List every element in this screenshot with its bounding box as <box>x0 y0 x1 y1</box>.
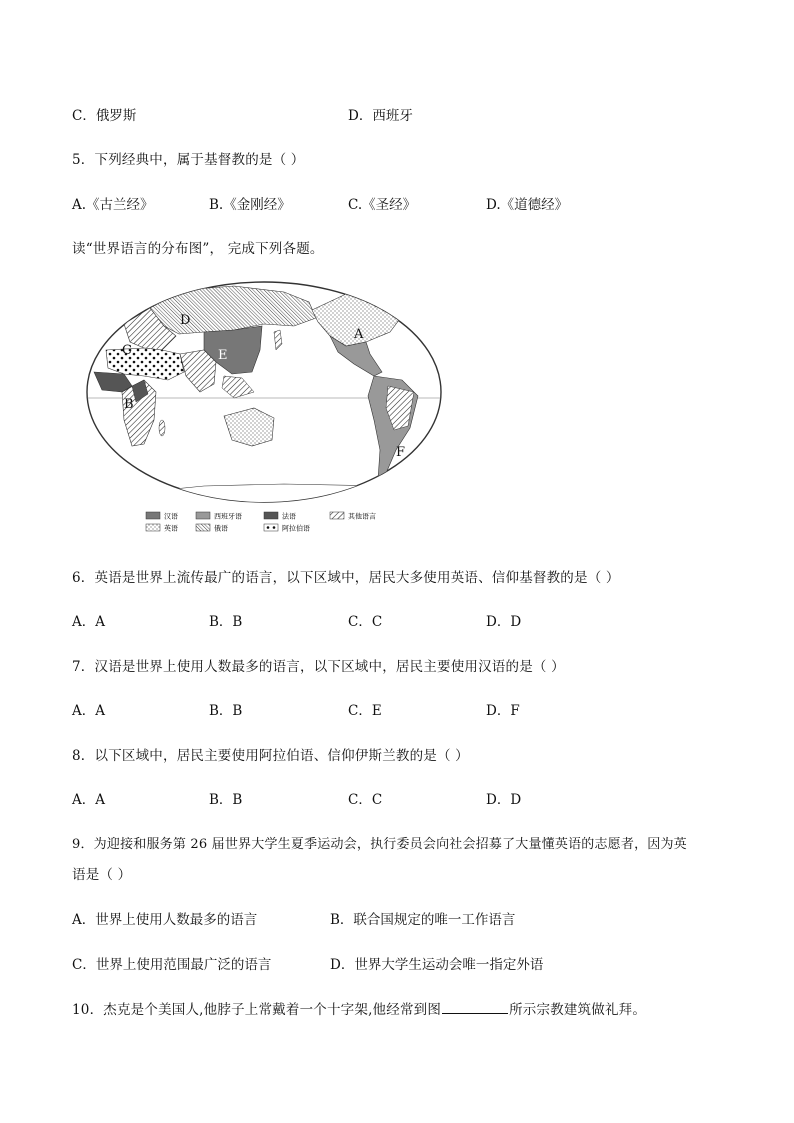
map-label-c: C <box>122 343 132 358</box>
legend-english: 英语 <box>164 524 178 533</box>
q4-option-c: C．俄罗斯 <box>72 108 137 124</box>
q9-stem-line1: 9．为迎接和服务第 26 届世界大学生夏季运动会，执行委员会向社会招募了大量懂英语的志愿者，因为英 <box>72 837 687 852</box>
q8-option-d: D．D <box>486 792 522 808</box>
q5-option-c: C.《圣经》 <box>348 197 417 213</box>
q9-stem-line2: 语是（ ） <box>72 867 132 883</box>
map-label-b: B <box>124 397 134 412</box>
map-label-f: F <box>396 445 406 460</box>
q6-option-a: A．A <box>72 614 105 630</box>
legend-russian: 俄语 <box>214 524 228 533</box>
q9-option-b: B．联合国规定的唯一工作语言 <box>330 912 516 928</box>
map-label-a: A <box>354 327 364 342</box>
world-language-map <box>84 280 444 540</box>
region-madagascar <box>159 420 165 436</box>
legend-chinese: 汉语 <box>164 512 178 521</box>
legend-other: 其他语言 <box>348 512 376 521</box>
q9-option-c: C．世界上使用范围最广泛的语言 <box>72 957 272 973</box>
q6-option-d: D．D <box>486 614 522 630</box>
q10-answer-blank[interactable] <box>442 1001 508 1014</box>
q7-stem: 7．汉语是世界上使用人数最多的语言，以下区域中，居民主要使用汉语的是（ ） <box>72 659 565 675</box>
q7-option-d: D．F <box>486 703 520 719</box>
q5-option-a: A.《古兰经》 <box>72 197 154 213</box>
map-legend <box>146 512 376 533</box>
q7-option-c: C．E <box>348 703 382 719</box>
q6-option-c: C．C <box>348 614 383 630</box>
q8-option-a: A．A <box>72 792 105 808</box>
map-label-d: D <box>180 313 191 328</box>
q10-stem-before: 10．杰克是个美国人,他脖子上常戴着一个十字架,他经常到图 <box>72 1002 442 1018</box>
legend-french: 法语 <box>282 512 296 521</box>
q8-option-c: C．C <box>348 792 383 808</box>
q9-option-d: D．世界大学生运动会唯一指定外语 <box>330 957 544 973</box>
q4-option-d: D．西班牙 <box>348 108 413 124</box>
q6-option-b: B．B <box>209 614 243 630</box>
map-intro: 读“世界语言的分布图”， 完成下列各题。 <box>72 241 324 257</box>
q8-stem: 8．以下区域中，居民主要使用阿拉伯语、信仰伊斯兰教的是（ ） <box>72 748 469 764</box>
q10-stem <box>72 998 646 1018</box>
q7-option-b: B．B <box>209 703 243 719</box>
q5-stem: 5．下列经典中，属于基督教的是（ ） <box>72 152 305 168</box>
q8-option-b: B．B <box>209 792 243 808</box>
q10-stem-after: 所示宗教建筑做礼拜。 <box>509 1002 647 1018</box>
q5-option-b: B.《金刚经》 <box>209 197 291 213</box>
legend-spanish: 西班牙语 <box>214 512 242 521</box>
legend-arabic: 阿拉伯语 <box>282 524 310 533</box>
q9-option-a: A．世界上使用人数最多的语言 <box>72 912 258 928</box>
q7-option-a: A．A <box>72 703 105 719</box>
q5-option-d: D.《道德经》 <box>486 197 569 213</box>
map-label-e: E <box>218 348 228 363</box>
map-landmasses <box>84 286 444 540</box>
q6-stem: 6．英语是世界上流传最广的语言，以下区域中，居民大多使用英语、信仰基督教的是（ ） <box>72 570 620 586</box>
